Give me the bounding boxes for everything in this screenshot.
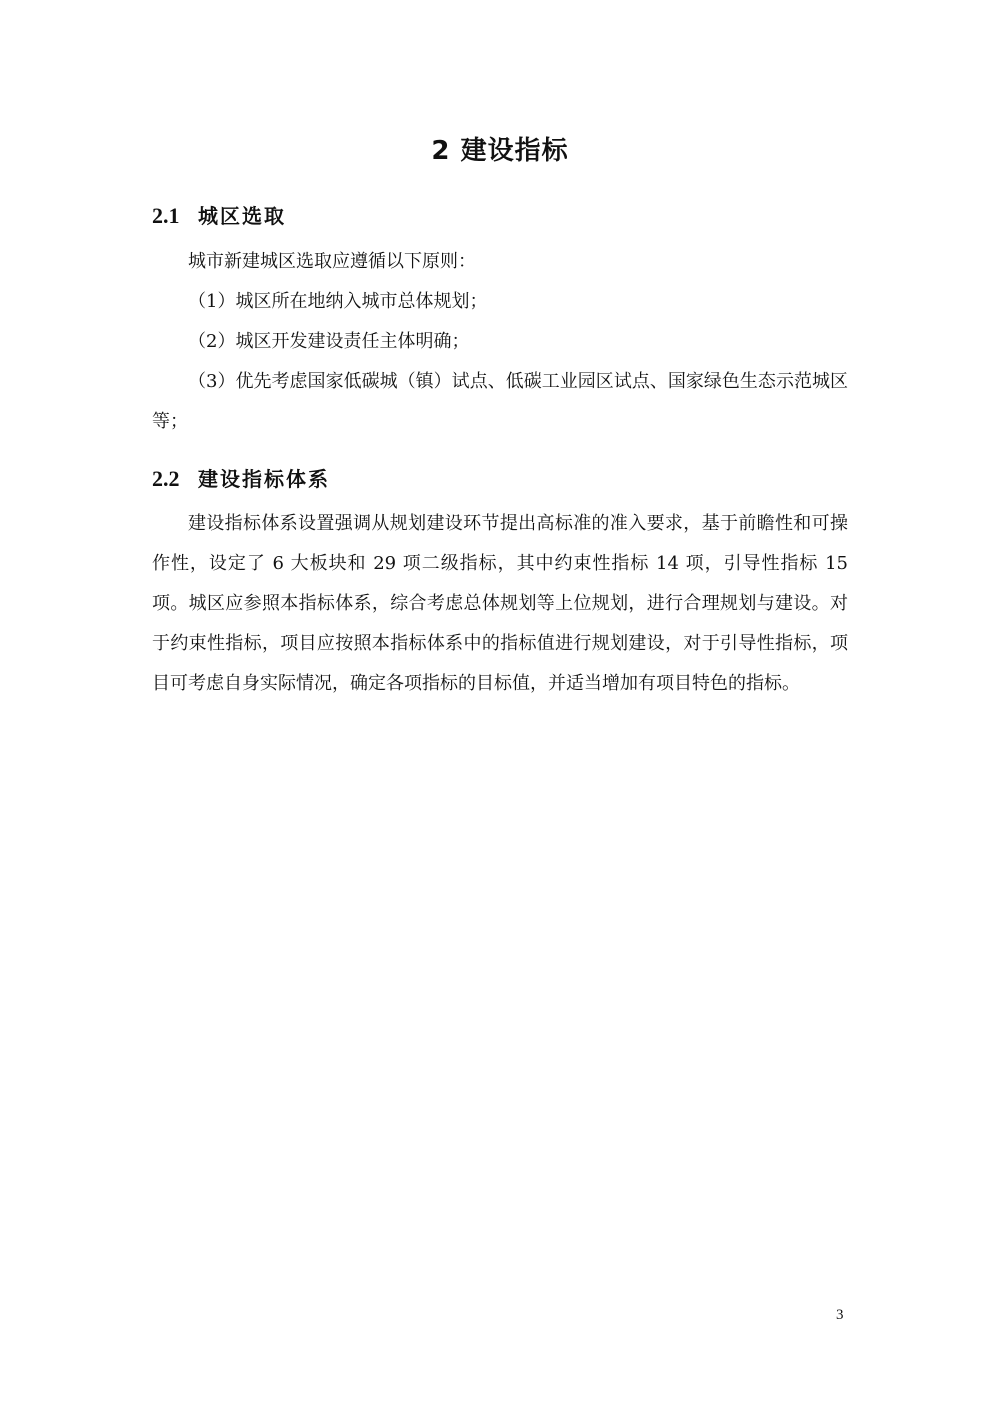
paragraph: 建设指标体系设置强调从规划建设环节提出高标准的准入要求，基于前瞻性和可操作性，设定了 6 大板块和 29 项二级指标，其中约束性指标 14 项，引导性指标 15 项。城区应参照本指标体系，综合考虑总体规划等上位规划，进行合理规划与建设。对于约束性指标，项目应按照本指标体系中的指标值进行规划建设，对于引导性指标，项目可考虑自身实际情况，确定各项指标的目标值，并适当增加有项目特色的指标。 <box>152 513 848 694</box>
paragraph: 城市新建城区选取应遵循以下原则： <box>188 251 476 272</box>
chapter-title: 2 建设指标 <box>431 136 569 166</box>
section-number: 2.1 <box>152 203 180 228</box>
section-number: 2.2 <box>152 466 180 491</box>
paragraph: （2）城区开发建设责任主体明确； <box>188 331 470 352</box>
section-heading-2-2 <box>152 464 330 494</box>
paragraph: （1）城区所在地纳入城市总体规划； <box>188 291 488 312</box>
paragraph: （3）优先考虑国家低碳城（镇）试点、低碳工业园区试点、国家绿色生态示范城区等； <box>152 371 848 432</box>
page-number: 3 <box>836 1307 844 1323</box>
section-heading-2-1 <box>152 201 286 231</box>
section-title: 建设指标体系 <box>198 467 330 491</box>
section-title: 城区选取 <box>198 204 286 228</box>
